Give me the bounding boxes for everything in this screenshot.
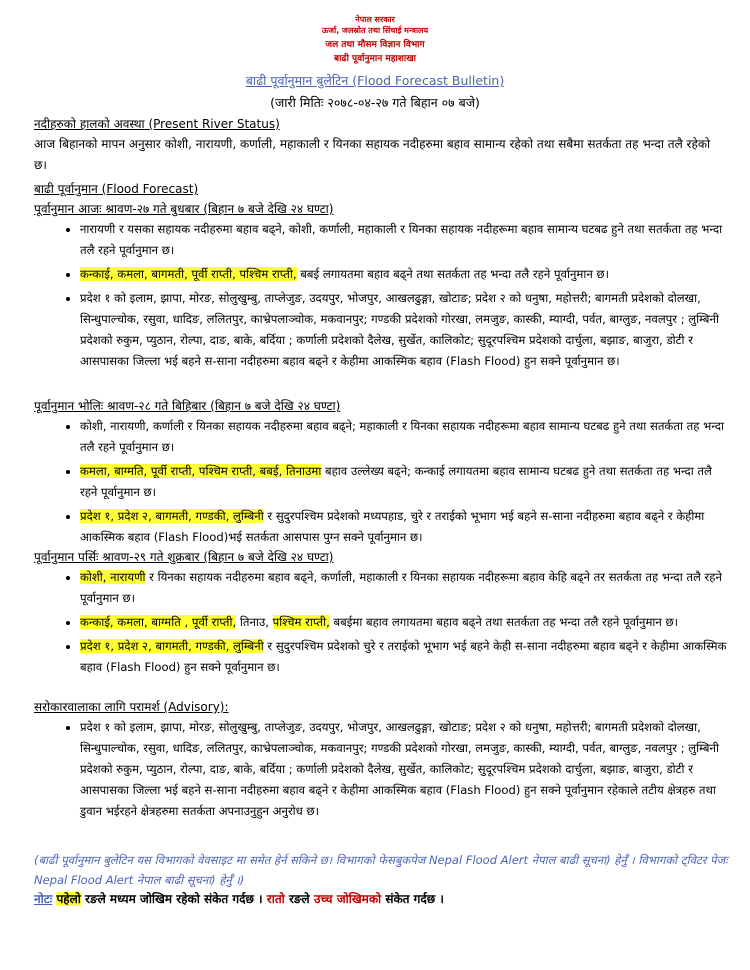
- note-text-1: रङले मध्यम जोखिम रहेको संकेत गर्दछ ।: [80, 892, 267, 906]
- list-item: • प्रदेश १ को इलाम, झापा, मोरङ, सोलुखुम्बु, ताप्लेजुङ, उदयपुर, भोजपुर, आखलढुङ्गा, खोटाङ; प्रदेश २ को धनुषा, महोत्तरी; बागमती प्रदेशको दोलखा, सिन्धुपाल्चोक, रसुवा, धादिङ, ललितपुर, काभ्रेपलाञ्चोक, मकवानपुर; गण्डकी प्रदेशको गोरखा, लमजुङ, कास्की, म्याग्दी, पर्वत, बाग्लुङ, नवलपुर ; लुम्बिनी प्रदेशको रुकुम, प्युठान, रोल्पा, दाङ, बाके, बर्दिया ; कर्णाली प्रदेशको दैलेख, सुर्खेत, कालिकोट; सुदूरपश्चिम प्रदेशको दार्चुला, बझाङ, बाजुरा, डोटी र आसपासका जिल्ला भई बहने स-साना नदीहरुमा बहाव बढ्ने र केहीमा आकस्मिक बहाव (Flash Flood) हुन सक्ने पूर्वानुमान रहेकाले तटीय क्षेत्रहरु तथा डुवान भईरहने क्षेत्रहरुमा सतर्कता अपनाउनुहुन अनुरोध छ।: [80, 717, 728, 822]
- note-yellow-word: पहेलो: [56, 892, 81, 906]
- list-item: • प्रदेश १, प्रदेश २, बागमती, गण्डकी, लुम्बिनी र सुदुरपश्चिम प्रदेशको मध्यपहाड, चुरे र तराईको भूभाग भई बहने स-साना नदीहरुमा बहाव बढ्ने र केहीमा आकस्मिक बहाव (Flash Flood)भई सतर्कता आसपास पुग्न सक्ने पूर्वानुमान छ।: [80, 506, 728, 548]
- note-high-risk: उच्च जोखिमको: [313, 892, 382, 906]
- risk-note: [34, 890, 444, 907]
- list-item: • कोशी, नारायणी, कर्णाली र यिनका सहायक नदीहरुमा बहाव बढ्ने; महाकाली र यिनका सहायक नदीहरूमा बहाव सामान्य घटबढ हुने तथा सतर्कता तह भन्दा तलै रहने पूर्वानुमान छ।: [80, 416, 728, 458]
- note-text-3: संकेत गर्दछ ।: [381, 892, 444, 906]
- list-item: • कन्काई, कमला, बाग्मति , पूर्वी राप्ती, तिनाउ, पश्चिम राप्ती, बबईमा बहाव लगायतमा बहाव बढ्ने तथा सतर्कता तह भन्दा तलै रहने पूर्वानुमान छ।: [80, 612, 728, 633]
- forecast-dayafter-heading: पूर्वानुमान पर्सिः श्रावण-२९ गते शुक्रबार (बिहान ७ बजे देखि २४ घण्टा): [34, 550, 334, 564]
- division-name: बाढी पूर्वानुमान महाशाखा: [334, 54, 416, 64]
- forecast-today-list: [34, 219, 728, 375]
- department-name: जल तथा मौसम विज्ञान विभाग: [325, 40, 425, 50]
- note-red-word: रातो: [266, 892, 285, 906]
- footer-links-text: (बाढी पूर्वानुमान बुलेटिन यस विभागको वेवसाइट मा समेत हेर्न सकिने छ। विभागको फेसबुकपेज Nepal Flood Alert नेपाल बाढी सूचना) हेर्नुँ । विभागको ट्विटर पेजः Nepal Flood Alert नेपाल बाढी सूचना) हेर्नुँ ।): [34, 853, 728, 887]
- forecast-today-heading: पूर्वानुमान आजः श्रावण-२७ गते बुधबार (बिहान ७ बजे देखि २४ घण्टा): [34, 202, 334, 216]
- issue-date: (जारी मितिः २०७८-०४-२७ गते बिहान ०७ बजे): [270, 95, 480, 110]
- forecast-heading: बाढी पूर्वानुमान (Flood Forecast): [34, 182, 199, 196]
- forecast-tomorrow-heading: पूर्वानुमान भोलिः श्रावण-२८ गते बिहिबार (बिहान ७ बजे देखि २४ घण्टा): [34, 399, 341, 413]
- list-item: • प्रदेश १ को इलाम, झापा, मोरङ, सोलुखुम्बु, ताप्लेजुङ, उदयपुर, भोजपुर, आखलढुङ्गा, खोटाङ; प्रदेश २ को धनुषा, महोत्तरी; बागमती प्रदेशको दोलखा, सिन्धुपाल्चोक, रसुवा, धादिङ, ललितपुर, काभ्रेपलाञ्चोक, मकवानपुर; गण्डकी प्रदेशको गोरखा, लमजुङ, कास्की, म्याग्दी, पर्वत, बाग्लुङ, नवलपुर ; लुम्बिनी प्रदेशको रुकुम, प्युठान, रोल्पा, दाङ, बाके, बर्दिया ; कर्णाली प्रदेशको दैलेख, सुर्खेत, कालिकोट; सुदूरपश्चिम प्रदेशको दार्चुला, बझाङ, बाजुरा, डोटी र आसपासका जिल्ला भई बहने स-साना नदीहरुमा बहाव बढ्ने र केहीमा आकस्मिक बहाव (Flash Flood) हुन सक्ने पूर्वानुमान छ।: [80, 288, 728, 372]
- ministry-name: ऊर्जा, जलस्रोत तथा सिंचाई मन्त्रालय: [321, 26, 429, 35]
- list-item: • नारायणी र यसका सहायक नदीहरुमा बहाव बढ्ने, कोशी, कर्णाली, महाकाली र यिनका सहायक नदीहरूमा बहाव सामान्य घटबढ हुने तथा सतर्कता तह भन्दा तलै रहने पूर्वानुमान छ।: [80, 219, 728, 261]
- gov-name: नेपाल सरकार: [355, 15, 395, 24]
- list-item: • कमला, बाग्मति, पूर्वी राप्ती, पश्चिम राप्ती, बबई, तिनाउमा बहाव उल्लेख्य बढ्ने; कन्काई लगायतमा बहाव सामान्य घटबढ हुने तथा सतर्कता तह भन्दा तलै रहने पूर्वानुमान छ।: [80, 461, 728, 503]
- list-item: • कन्काई, कमला, बागमती, पूर्वी राप्ती, पश्चिम राप्ती, बबई लगायतमा बहाव बढ्ने तथा सतर्कता तह भन्दा तलै रहने पूर्वानुमान छ।: [80, 264, 728, 285]
- forecast-dayafter-list: [34, 567, 728, 681]
- list-item: • कोशी, नारायणी र यिनका सहायक नदीहरुमा बहाव बढ्ने, कर्णाली, महाकाली र यिनका सहायक नदीहरूमा बहाव केहि बढ्ने तर सतर्कता तह भन्दा तलै रहने पूर्वानुमान छ।: [80, 567, 728, 609]
- river-status-heading: नदीहरुको हालको अवस्था (Present River Status): [34, 117, 280, 131]
- advisory-list: [34, 717, 728, 825]
- forecast-tomorrow-list: [34, 416, 728, 551]
- note-label: नोटः: [34, 892, 53, 906]
- advisory-heading: सरोकारवालाका लागि परामर्श (Advisory):: [34, 700, 229, 714]
- note-text-2: रङले: [284, 892, 314, 906]
- river-status-text: आज बिहानको मापन अनुसार कोशी, नारायणी, कर्णाली, महाकाली र यिनका सहायक नदीहरुमा बहाव सामान्य रहेको तथा सबैमा सतर्कता तह भन्दा तलै रहेको छ।: [34, 137, 711, 172]
- bulletin-title: बाढी पूर्वानुमान बुलेटिन (Flood Forecast Bulletin): [245, 73, 505, 88]
- list-item: • प्रदेश १, प्रदेश २, बागमती, गण्डकी, लुम्बिनी र सुदुरपश्चिम प्रदेशको चुरे र तराईको भूभाग भई बहने केही स-साना नदीहरुमा बहाव बढ्ने र केहीमा आकस्मिक बहाव (Flash Flood) हुन सक्ने पूर्वानुमान छ।: [80, 636, 728, 678]
